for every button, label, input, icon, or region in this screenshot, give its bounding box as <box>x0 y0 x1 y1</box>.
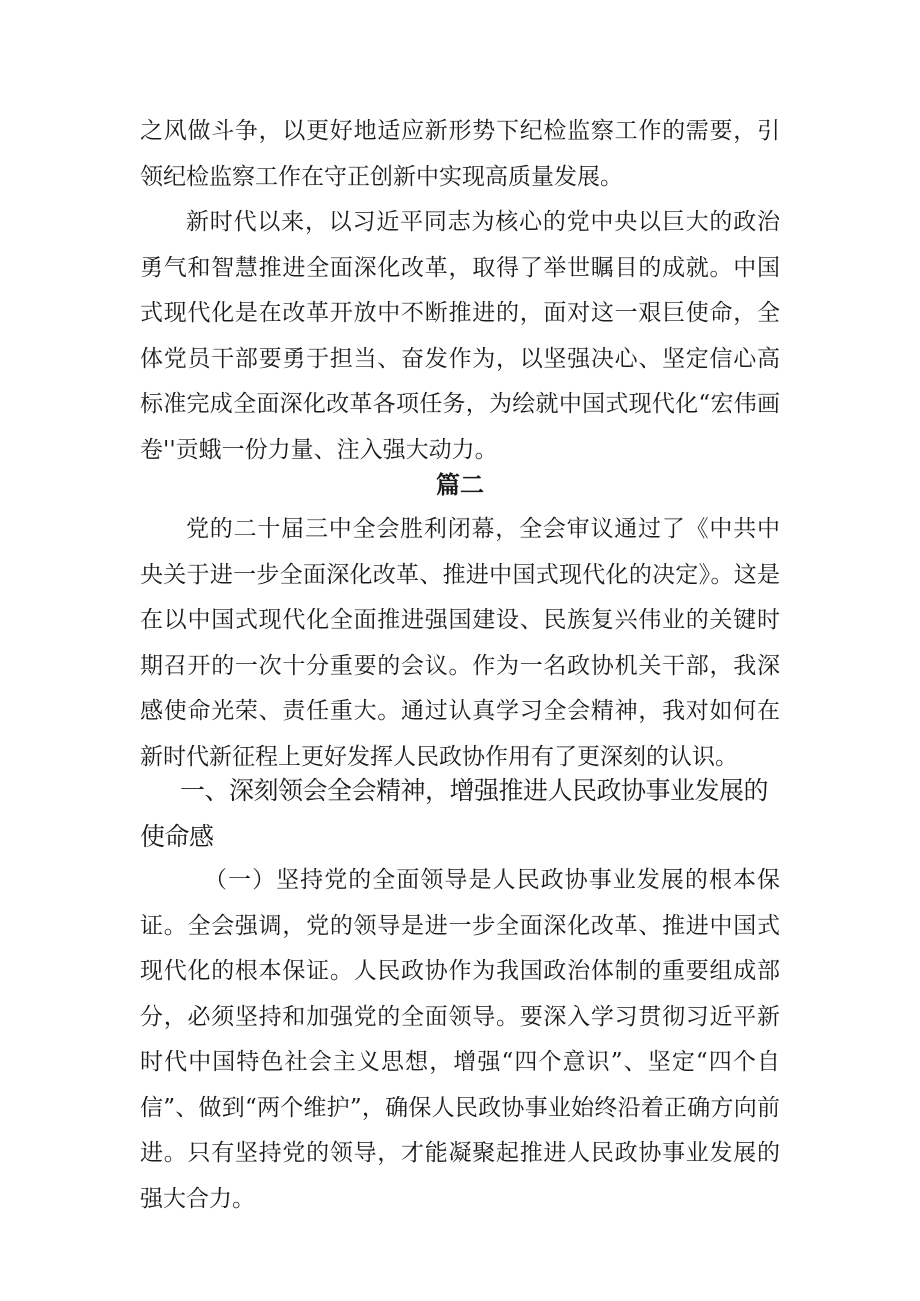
paragraph-continuation: 之风做斗争，以更好地适应新形势下纪检监察工作的需要，引领纪检监察工作在守正创新中实现高质量发展。 <box>140 118 780 190</box>
paragraph-leadership: （一）坚持党的全面领导是人民政协事业发展的根本保证。全会强调，党的领导是进一步全面深化改革、推进中国式现代化的根本保证。人民政协作为我国政治体制的重要组成部分，必须坚持和加强党的全面领导。要深入学习贯彻习近平新时代中国特色社会主义思想，增强“四个意识”、坚定“四个自信”、做到“两个维护”，确保人民政协事业始终沿着正确方向前进。只有坚持党的领导，才能凝聚起推进人民政协事业发展的强大合力。 <box>140 867 780 1212</box>
section-title: 篇二 <box>436 470 484 499</box>
paragraph-plenary: 党的二十届三中全会胜利闭幕，全会审议通过了《中共中央关于进一步全面深化改革、推进中国式现代化的决定》。这是在以中国式现代化全面推进强国建设、民族复兴伟业的关键时期召开的一次十分重要的会议。作为一名政协机关干部，我深感使命光荣、责任重大。通过认真学习全会精神，我对如何在新时代新征程上更好发挥人民政协作用有了更深刻的认识。 <box>140 516 780 770</box>
section-heading-1: 一、深刻领会全会精神，增强推进人民政协事业发展的使命感 <box>140 776 769 851</box>
paragraph-new-era: 新时代以来，以习近平同志为核心的党中央以巨大的政治勇气和智慧推进全面深化改革，取得了举世瞩目的成就。中国式现代化是在改革开放中不断推进的，面对这一艰巨使命，全体党员干部要勇于担当、奋发作为，以坚强决心、坚定信心高标准完成全面深化改革各项任务，为绘就中国式现代化“宏伟画卷''贡蛾一份力量、注入强大动力。 <box>140 209 780 463</box>
